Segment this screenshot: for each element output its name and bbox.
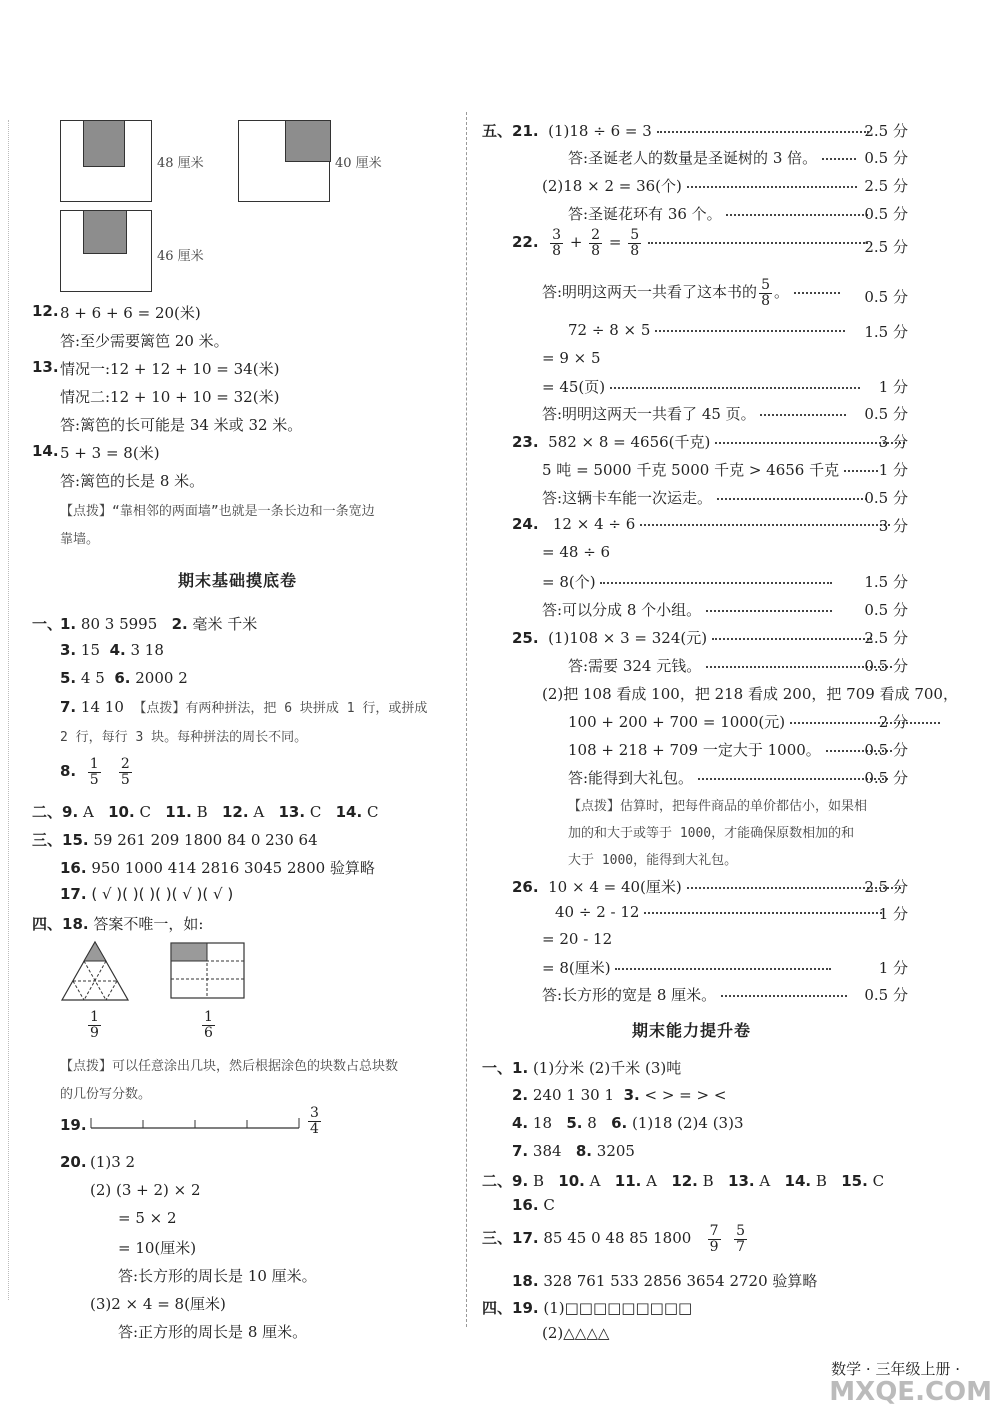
q13-number: 13. xyxy=(32,358,59,376)
q25-e: 108 + 218 + 709 一定大于 1000。 xyxy=(568,739,892,760)
q25-b: 答:需要 324 元钱。 xyxy=(568,655,892,676)
q25-e-points: 0.5 分 xyxy=(864,741,908,759)
q25-c: (2)把 108 看成 100，把 218 看成 200，把 709 看成 700， xyxy=(542,685,958,703)
figure-label-1: 48 厘米 xyxy=(157,156,204,171)
q22-e2: = 9 × 5 xyxy=(542,349,601,367)
q21-b: 答:圣诞老人的数量是圣诞树的 3 倍。 xyxy=(568,147,856,168)
q26-a-points: 2.5 分 xyxy=(864,878,908,896)
q25-b-points: 0.5 分 xyxy=(864,657,908,675)
s1-q20-d: = 10(厘米) xyxy=(118,1239,197,1257)
q22-points-5: 0.5 分 xyxy=(864,405,908,423)
figure-label-2: 40 厘米 xyxy=(335,156,382,171)
q23-c-points: 0.5 分 xyxy=(864,489,908,507)
s2-q17: 三、17. 85 45 0 48 85 1800 $\frac{7}{9}$ $\frac{5}{7}$ xyxy=(482,1223,745,1255)
q21-a: 五、21. (1)18 ÷ 6 = 3 xyxy=(482,120,869,141)
q24-c-points: 1.5 分 xyxy=(864,573,908,591)
s1-q20-a: (1)3 2 xyxy=(90,1153,136,1171)
q13-eq2: 情况二:12 + 10 + 10 = 32(米) xyxy=(60,388,280,406)
q25-f: 答:能得到大礼包。 xyxy=(568,767,888,788)
s2-q16: 16. C xyxy=(512,1196,555,1214)
q22-fraction-eq: 22. $\frac{3}{8}$ + $\frac{2}{8}$ = $\frac{5}{8}$ xyxy=(512,228,868,258)
rectangle-figure xyxy=(170,942,246,1000)
q21-d: 答:圣诞花环有 36 个。 xyxy=(568,203,868,224)
s1-q19-frac: $\frac{3}{4}$ xyxy=(310,1105,319,1137)
s1-q18-frac2: $\frac{1}{6}$ xyxy=(204,1009,213,1041)
q25-d: 100 + 200 + 700 = 1000(元) xyxy=(568,711,940,732)
s1-q20-b: (2) (3 + 2) × 2 xyxy=(90,1181,201,1199)
q25-f-points: 0.5 分 xyxy=(864,769,908,787)
q26-e: 答:长方形的宽是 8 厘米。 xyxy=(542,984,847,1005)
watermark: MXQE.COM xyxy=(829,1377,992,1407)
q14-answer: 答:篱笆的长是 8 米。 xyxy=(60,472,205,490)
q22-points-1: 2.5 分 xyxy=(864,238,908,256)
s2-q1: 一、1. (1)分米 (2)千米 (3)吨 xyxy=(482,1059,682,1077)
q26-c: = 20 - 12 xyxy=(542,930,613,948)
note-1-line1: 【点拨】“靠相邻的两面墙”也就是一条长边和一条宽边 xyxy=(60,504,375,519)
figure-rect-2 xyxy=(238,120,330,202)
q21-b-points: 0.5 分 xyxy=(864,149,908,167)
figure-rect-1 xyxy=(60,120,152,202)
q22-e3: = 45(页) xyxy=(542,376,860,397)
s2-q19-b: (2)△△△△ xyxy=(542,1324,610,1342)
s2-q19-a: 四、19. (1)□□□□□□□□□ xyxy=(482,1299,693,1317)
s1-q3-q4: 3. 15 4. 3 18 xyxy=(60,641,164,659)
figure-rect-3 xyxy=(60,210,152,292)
q24-a-points: 3 分 xyxy=(878,517,908,535)
q26-e-points: 0.5 分 xyxy=(864,986,908,1004)
q26-a: 26. 10 × 4 = 40(厘米) xyxy=(512,876,901,897)
s1-q17: 17. ( √ )( )( )( )( √ )( √ ) xyxy=(60,885,234,903)
s2-q7-q8: 7. 384 8. 3205 xyxy=(512,1142,635,1160)
q22-answer-2: 答:明明这两天一共看了 45 页。 xyxy=(542,403,846,424)
number-line xyxy=(90,1114,300,1130)
s1-part-two: 二、9. A 10. C 11. B 12. A 13. C 14. C xyxy=(32,803,379,821)
s1-q5-q6: 5. 4 5 6. 2000 2 xyxy=(60,669,188,687)
q23-b-points: 1 分 xyxy=(878,461,908,479)
q23-a: 23. 582 × 8 = 4656(千克) xyxy=(512,431,905,452)
q12-equation: 8 + 6 + 6 = 20(米) xyxy=(60,304,201,322)
q22-answer-1: 答:明明这两天一共看了这本书的 $\frac{5}{8}$ 。 xyxy=(542,278,840,308)
page-footer: 数学 · 三年级上册 · xyxy=(831,1360,960,1378)
binding-margin-line xyxy=(8,120,9,1300)
q14-equation: 5 + 3 = 8(米) xyxy=(60,444,160,462)
q23-a-points: 3 分 xyxy=(878,433,908,451)
q22-e1: 72 ÷ 8 × 5 xyxy=(568,321,845,339)
s1-q20-c: = 5 × 2 xyxy=(118,1209,177,1227)
q26-b: 40 ÷ 2 - 12 xyxy=(555,903,882,921)
column-divider xyxy=(466,112,467,1327)
triangle-figure xyxy=(60,940,130,1002)
q25-note3: 大于 1000，能得到大礼包。 xyxy=(568,853,738,868)
q25-d-points: 2 分 xyxy=(878,713,908,731)
q22-points-3: 1.5 分 xyxy=(864,323,908,341)
s1-q20-e: 答:长方形的周长是 10 厘米。 xyxy=(118,1267,317,1285)
s1-q8: 8. $\frac{1}{5}$ $\frac{2}{5}$ xyxy=(60,756,130,788)
q25-note2: 加的和大于或等于 1000，才能确保原数相加的和 xyxy=(568,826,855,841)
note-1-line2: 靠墙。 xyxy=(60,532,100,547)
s1-q18-frac1: $\frac{1}{9}$ xyxy=(90,1009,99,1041)
s2-part-two: 二、9. B 10. A 11. A 12. B 13. A 14. B 15. C xyxy=(482,1172,885,1190)
section-title-advanced: 期末能力提升卷 xyxy=(632,1021,752,1040)
q25-a: 25. (1)108 × 3 = 324(元) xyxy=(512,627,872,648)
q22-points-4: 1 分 xyxy=(878,378,908,396)
s1-q16: 16. 950 1000 414 2816 3045 2800 验算略 xyxy=(60,859,375,877)
q12-number: 12. xyxy=(32,302,59,320)
s1-q7-note2: 2 行，每行 3 块。每种拼法的周长不同。 xyxy=(60,730,308,745)
q12-answer: 答:至少需要篱笆 20 米。 xyxy=(60,332,229,350)
s1-q20-g: 答:正方形的周长是 8 厘米。 xyxy=(118,1323,308,1341)
s2-q2-q3: 2. 240 1 30 1 3. < > = > < xyxy=(512,1086,727,1104)
figure-label-3: 46 厘米 xyxy=(157,249,204,264)
s1-q15: 三、15. 59 261 209 1800 84 0 230 64 xyxy=(32,831,318,849)
s1-q20-number: 20. xyxy=(60,1153,87,1171)
q23-b: 5 吨 = 5000 千克 5000 千克 > 4656 千克 xyxy=(542,459,878,480)
q14-number: 14. xyxy=(32,442,59,460)
s1-q18: 四、18. 答案不唯一，如: xyxy=(32,915,204,933)
q21-d-points: 0.5 分 xyxy=(864,205,908,223)
q26-d-points: 1 分 xyxy=(878,959,908,977)
s1-q19-number: 19. xyxy=(60,1116,87,1134)
q25-note1: 【点拨】估算时，把每件商品的单价都估小，如果相 xyxy=(568,799,868,814)
s1-q7: 7. 14 10 【点拨】有两种拼法，把 6 块拼成 1 行，或拼成 xyxy=(60,698,428,716)
part-one-label: 一、 xyxy=(32,615,63,633)
q24-b: = 48 ÷ 6 xyxy=(542,543,611,561)
q23-c: 答:这辆卡车能一次运走。 xyxy=(542,487,867,508)
s1-q1-q2: 1. 80 3 5995 2. 毫米 千米 xyxy=(60,615,258,633)
q24-d-points: 0.5 分 xyxy=(864,601,908,619)
s1-q18-note1: 【点拨】可以任意涂出几块，然后根据涂色的块数占总块数 xyxy=(60,1059,399,1074)
q13-eq1: 情况一:12 + 12 + 10 = 34(米) xyxy=(60,360,280,378)
q24-c: = 8(个) xyxy=(542,571,832,592)
s1-q18-note2: 的几份写分数。 xyxy=(60,1087,152,1102)
s2-q18: 18. 328 761 533 2856 3654 2720 验算略 xyxy=(512,1272,818,1290)
q24-d: 答:可以分成 8 个小组。 xyxy=(542,599,832,620)
q24-a: 24. 12 × 4 ÷ 6 xyxy=(512,515,890,533)
section-title-basic: 期末基础摸底卷 xyxy=(178,571,298,590)
q22-points-2: 0.5 分 xyxy=(864,288,908,306)
q21-c: (2)18 × 2 = 36(个) xyxy=(542,175,857,196)
q21-a-points: 2.5 分 xyxy=(864,122,908,140)
q26-b-points: 1 分 xyxy=(878,905,908,923)
q25-a-points: 2.5 分 xyxy=(864,629,908,647)
s1-q20-f: (3)2 × 4 = 8(厘米) xyxy=(90,1295,226,1313)
q13-answer: 答:篱笆的长可能是 34 米或 32 米。 xyxy=(60,416,303,434)
s2-q4-q6: 4. 18 5. 8 6. (1)18 (2)4 (3)3 xyxy=(512,1114,744,1132)
q21-c-points: 2.5 分 xyxy=(864,177,908,195)
q26-d: = 8(厘米) xyxy=(542,957,831,978)
